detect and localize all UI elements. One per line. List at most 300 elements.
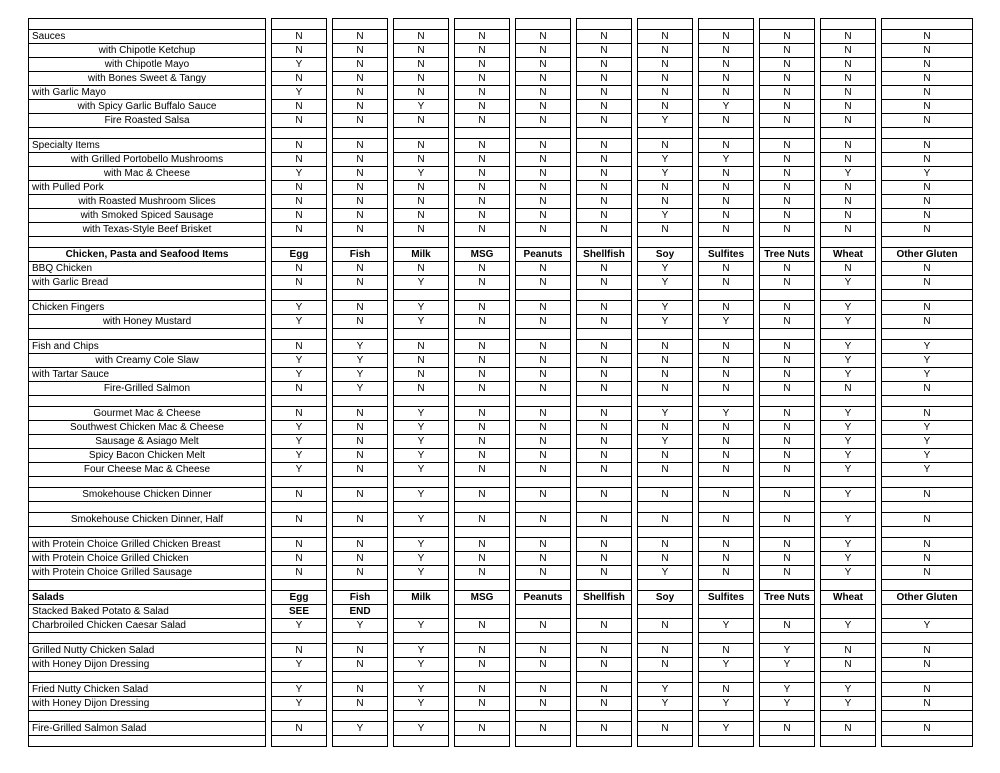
allergen-value-cell: N — [515, 434, 571, 449]
allergen-value-cell: N — [576, 353, 632, 368]
allergen-value-cell: Y — [881, 434, 973, 449]
allergen-value-cell: N — [881, 113, 973, 128]
allergen-value-cell: Y — [393, 275, 449, 290]
allergen-value-cell: N — [698, 420, 754, 435]
allergen-value-cell: N — [454, 138, 510, 153]
allergen-value-cell: N — [332, 434, 388, 449]
allergen-value-cell: Y — [698, 406, 754, 421]
allergen-value-cell: N — [759, 551, 815, 566]
item-label-cell: BBQ Chicken — [28, 261, 266, 276]
table-row — [28, 618, 973, 633]
item-label-cell: Fire-Grilled Salmon Salad — [28, 721, 266, 736]
allergen-value-cell: N — [637, 43, 693, 58]
allergen-value-cell: N — [332, 261, 388, 276]
allergen-value-cell: N — [759, 512, 815, 527]
allergen-value-cell: N — [576, 138, 632, 153]
allergen-value-cell: Y — [393, 565, 449, 580]
allergen-value-cell: N — [393, 29, 449, 44]
section-header-row — [28, 247, 973, 262]
allergen-value-cell: N — [881, 406, 973, 421]
allergen-value-cell: N — [759, 406, 815, 421]
allergen-value-cell: N — [576, 275, 632, 290]
allergen-value-cell: N — [454, 166, 510, 181]
item-label-cell: Fried Nutty Chicken Salad — [28, 682, 266, 697]
allergen-value-cell: N — [271, 537, 327, 552]
allergen-value-cell: N — [637, 194, 693, 209]
allergen-value-cell: N — [698, 353, 754, 368]
allergen-value-cell: Y — [271, 353, 327, 368]
allergen-value-cell: N — [759, 222, 815, 237]
allergen-value-cell: N — [332, 194, 388, 209]
item-label-cell: Grilled Nutty Chicken Salad — [28, 643, 266, 658]
table-row — [28, 222, 973, 237]
allergen-value-cell: N — [454, 381, 510, 396]
allergen-value-cell: N — [576, 462, 632, 477]
allergen-value-cell: N — [637, 462, 693, 477]
table-row — [28, 721, 973, 736]
allergen-value-cell: N — [332, 314, 388, 329]
allergen-value-cell: Y — [698, 152, 754, 167]
allergen-value-cell: N — [393, 353, 449, 368]
allergen-value-cell: N — [515, 406, 571, 421]
allergen-value-cell: N — [820, 657, 876, 672]
allergen-value-cell — [637, 604, 693, 619]
allergen-value-cell: N — [454, 222, 510, 237]
allergen-value-cell: N — [454, 696, 510, 711]
allergen-value-cell: N — [698, 138, 754, 153]
allergen-value-cell: N — [271, 406, 327, 421]
item-label-cell: with Spicy Garlic Buffalo Sauce — [28, 99, 266, 114]
allergen-value-cell: N — [820, 113, 876, 128]
allergen-value-cell: Y — [820, 565, 876, 580]
table-row — [28, 682, 973, 697]
allergen-value-cell: N — [515, 275, 571, 290]
allergen-value-cell: Y — [393, 682, 449, 697]
allergen-value-cell — [820, 604, 876, 619]
allergen-value-cell: N — [820, 57, 876, 72]
allergen-value-cell: N — [454, 261, 510, 276]
allergen-value-cell: N — [576, 71, 632, 86]
allergen-value-cell: N — [576, 657, 632, 672]
column-header-cell: Peanuts — [515, 247, 571, 262]
table-row — [28, 43, 973, 58]
allergen-value-cell: N — [637, 222, 693, 237]
allergen-value-cell: N — [881, 657, 973, 672]
allergen-value-cell: N — [698, 682, 754, 697]
allergen-value-cell: N — [698, 208, 754, 223]
item-label-cell: with Smoked Spiced Sausage — [28, 208, 266, 223]
allergen-value-cell: N — [637, 512, 693, 527]
table-row — [28, 71, 973, 86]
allergen-value-cell: N — [515, 29, 571, 44]
allergen-value-cell: N — [515, 113, 571, 128]
allergen-value-cell: Y — [637, 208, 693, 223]
allergen-value-cell: N — [332, 696, 388, 711]
item-label-cell: Sauces — [28, 29, 266, 44]
allergen-value-cell: N — [698, 180, 754, 195]
allergen-value-cell: N — [881, 314, 973, 329]
allergen-value-cell: Y — [332, 721, 388, 736]
column-header-cell: MSG — [454, 247, 510, 262]
allergen-value-cell: N — [637, 353, 693, 368]
allergen-value-cell: N — [759, 420, 815, 435]
allergen-value-cell: N — [759, 353, 815, 368]
allergen-value-cell: N — [637, 420, 693, 435]
allergen-value-cell: N — [759, 57, 815, 72]
allergen-value-cell: N — [576, 537, 632, 552]
allergen-value-cell: N — [637, 339, 693, 354]
allergen-value-cell: Y — [393, 618, 449, 633]
allergen-value-cell: N — [271, 487, 327, 502]
allergen-value-cell: N — [698, 643, 754, 658]
allergen-value-cell: N — [759, 565, 815, 580]
allergen-value-cell: N — [820, 261, 876, 276]
allergen-value-cell: N — [454, 113, 510, 128]
item-label-cell: Stacked Baked Potato & Salad — [28, 604, 266, 619]
allergen-value-cell: N — [576, 339, 632, 354]
allergen-value-cell: N — [332, 300, 388, 315]
allergen-value-cell: Y — [393, 420, 449, 435]
allergen-value-cell: N — [515, 551, 571, 566]
allergen-value-cell: Y — [820, 618, 876, 633]
allergen-value-cell: N — [271, 138, 327, 153]
table-row — [28, 565, 973, 580]
spacer-row — [28, 735, 973, 747]
allergen-value-cell — [820, 735, 876, 747]
allergen-value-cell — [393, 604, 449, 619]
item-label-cell: with Honey Dijon Dressing — [28, 696, 266, 711]
allergen-value-cell: N — [515, 643, 571, 658]
allergen-value-cell: Y — [271, 682, 327, 697]
allergen-value-cell: N — [515, 696, 571, 711]
allergen-value-cell: N — [393, 57, 449, 72]
section-title: Salads — [28, 590, 266, 605]
table-row — [28, 138, 973, 153]
item-label-cell: Specialty Items — [28, 138, 266, 153]
allergen-value-cell: N — [332, 57, 388, 72]
allergen-value-cell: N — [454, 29, 510, 44]
allergen-value-cell: N — [698, 537, 754, 552]
table-row — [28, 194, 973, 209]
allergen-value-cell: N — [820, 180, 876, 195]
allergen-value-cell: Y — [698, 721, 754, 736]
allergen-value-cell: N — [271, 180, 327, 195]
allergen-value-cell: N — [637, 367, 693, 382]
allergen-value-cell: N — [271, 721, 327, 736]
allergen-value-cell: N — [759, 138, 815, 153]
allergen-value-cell: N — [698, 43, 754, 58]
allergen-value-cell: N — [576, 261, 632, 276]
allergen-value-cell: Y — [637, 300, 693, 315]
allergen-value-cell: Y — [393, 657, 449, 672]
allergen-value-cell: N — [881, 512, 973, 527]
allergen-value-cell: N — [271, 643, 327, 658]
allergen-value-cell: N — [759, 537, 815, 552]
allergen-value-cell: N — [698, 434, 754, 449]
table-row — [28, 113, 973, 128]
allergen-value-cell: Y — [393, 314, 449, 329]
allergen-value-cell: N — [515, 300, 571, 315]
column-header-cell: Wheat — [820, 590, 876, 605]
allergen-value-cell: N — [759, 99, 815, 114]
allergen-value-cell: N — [637, 57, 693, 72]
allergen-value-cell: N — [332, 512, 388, 527]
allergen-value-cell: N — [759, 194, 815, 209]
allergen-value-cell: N — [637, 487, 693, 502]
allergen-value-cell: Y — [332, 381, 388, 396]
allergen-value-cell: N — [332, 29, 388, 44]
column-header-cell: Shellfish — [576, 590, 632, 605]
column-header-cell: Other Gluten — [881, 247, 973, 262]
allergen-value-cell: Y — [637, 314, 693, 329]
allergen-value-cell: N — [393, 180, 449, 195]
allergen-value-cell: N — [881, 537, 973, 552]
allergen-value-cell: N — [515, 314, 571, 329]
allergen-value-cell: N — [881, 551, 973, 566]
allergen-value-cell: Y — [393, 406, 449, 421]
allergen-value-cell — [515, 604, 571, 619]
table-row — [28, 180, 973, 195]
allergen-value-cell — [271, 735, 327, 747]
allergen-value-cell: N — [515, 448, 571, 463]
allergen-value-cell: N — [881, 138, 973, 153]
allergen-value-cell: N — [637, 138, 693, 153]
allergen-value-cell: Y — [820, 420, 876, 435]
allergen-value-cell: Y — [820, 551, 876, 566]
allergen-value-cell: Y — [698, 618, 754, 633]
allergen-value-cell: Y — [332, 618, 388, 633]
allergen-value-cell: N — [454, 643, 510, 658]
allergen-value-cell: N — [576, 487, 632, 502]
allergen-value-cell: N — [881, 643, 973, 658]
allergen-value-cell: N — [881, 57, 973, 72]
allergen-value-cell: Y — [820, 367, 876, 382]
allergen-value-cell — [576, 735, 632, 747]
item-label-cell: with Protein Choice Grilled Chicken Breast — [28, 537, 266, 552]
allergen-value-cell: N — [881, 222, 973, 237]
column-header-cell: Other Gluten — [881, 590, 973, 605]
item-label-cell: with Pulled Pork — [28, 180, 266, 195]
allergen-value-cell: Y — [637, 152, 693, 167]
table-row — [28, 367, 973, 382]
column-header-cell: Soy — [637, 590, 693, 605]
allergen-value-cell: N — [515, 180, 571, 195]
allergen-value-cell: N — [698, 300, 754, 315]
allergen-value-cell: N — [820, 71, 876, 86]
allergen-value-cell: N — [576, 434, 632, 449]
allergen-value-cell: Y — [820, 406, 876, 421]
allergen-value-cell: N — [515, 43, 571, 58]
column-header-cell: Milk — [393, 247, 449, 262]
allergen-value-cell: N — [332, 537, 388, 552]
allergen-value-cell: N — [698, 166, 754, 181]
allergen-value-cell: Y — [759, 643, 815, 658]
table-row — [28, 85, 973, 100]
allergen-value-cell: N — [698, 222, 754, 237]
item-label-cell: Fire-Grilled Salmon — [28, 381, 266, 396]
allergen-value-cell: N — [759, 275, 815, 290]
allergen-value-cell: N — [271, 152, 327, 167]
allergen-value-cell: N — [332, 222, 388, 237]
allergen-value-cell: N — [820, 138, 876, 153]
allergen-value-cell: N — [454, 420, 510, 435]
item-label-cell: with Garlic Mayo — [28, 85, 266, 100]
allergen-value-cell: N — [637, 381, 693, 396]
allergen-value-cell: N — [271, 512, 327, 527]
allergen-value-cell: N — [515, 537, 571, 552]
allergen-value-cell: N — [332, 406, 388, 421]
allergen-value-cell — [881, 735, 973, 747]
allergen-value-cell: N — [759, 300, 815, 315]
allergen-value-cell: N — [515, 721, 571, 736]
allergen-value-cell: N — [271, 29, 327, 44]
column-header-cell: Tree Nuts — [759, 247, 815, 262]
allergen-value-cell: N — [759, 367, 815, 382]
allergen-value-cell: N — [637, 551, 693, 566]
allergen-value-cell: Y — [271, 618, 327, 633]
allergen-value-cell — [759, 735, 815, 747]
allergen-value-cell: Y — [881, 420, 973, 435]
allergen-value-cell: Y — [393, 434, 449, 449]
allergen-value-cell: N — [454, 180, 510, 195]
item-label-cell: Southwest Chicken Mac & Cheese — [28, 420, 266, 435]
allergen-value-cell: N — [820, 43, 876, 58]
allergen-value-cell: N — [454, 208, 510, 223]
allergen-value-cell — [881, 604, 973, 619]
allergen-value-cell: Y — [393, 721, 449, 736]
allergen-value-cell: Y — [759, 682, 815, 697]
allergen-value-cell: N — [576, 43, 632, 58]
allergen-value-cell: N — [576, 180, 632, 195]
allergen-value-cell: N — [515, 166, 571, 181]
allergen-value-cell: N — [454, 537, 510, 552]
allergen-value-cell: N — [332, 643, 388, 658]
allergen-value-cell: Y — [759, 696, 815, 711]
allergen-value-cell: N — [454, 487, 510, 502]
allergen-value-cell: N — [515, 208, 571, 223]
allergen-value-cell: N — [454, 300, 510, 315]
column-header-cell: Wheat — [820, 247, 876, 262]
allergen-value-cell: N — [271, 551, 327, 566]
allergen-value-cell: Y — [759, 657, 815, 672]
allergen-value-cell: N — [576, 367, 632, 382]
column-header-cell: Fish — [332, 590, 388, 605]
allergen-value-cell: N — [820, 721, 876, 736]
table-row — [28, 314, 973, 329]
allergen-table — [28, 18, 973, 747]
table-row — [28, 604, 973, 619]
allergen-value-cell: N — [515, 565, 571, 580]
allergen-value-cell: N — [820, 208, 876, 223]
allergen-value-cell: Y — [698, 696, 754, 711]
allergen-value-cell: N — [881, 152, 973, 167]
allergen-value-cell: N — [332, 420, 388, 435]
allergen-value-cell — [332, 735, 388, 747]
allergen-value-cell: N — [576, 29, 632, 44]
item-label-cell: Four Cheese Mac & Cheese — [28, 462, 266, 477]
allergen-value-cell: N — [881, 565, 973, 580]
table-row — [28, 462, 973, 477]
allergen-value-cell: Y — [393, 551, 449, 566]
allergen-value-cell: N — [881, 721, 973, 736]
allergen-value-cell: N — [332, 152, 388, 167]
allergen-value-cell: Y — [637, 261, 693, 276]
allergen-value-cell: N — [759, 113, 815, 128]
allergen-value-cell: N — [820, 152, 876, 167]
allergen-value-cell: N — [759, 381, 815, 396]
section-header-row — [28, 590, 973, 605]
allergen-value-cell: N — [576, 208, 632, 223]
allergen-value-cell: N — [271, 222, 327, 237]
allergen-value-cell: N — [759, 339, 815, 354]
allergen-value-cell: N — [576, 618, 632, 633]
allergen-value-cell: N — [393, 43, 449, 58]
column-header-cell: Peanuts — [515, 590, 571, 605]
allergen-value-cell: N — [332, 462, 388, 477]
allergen-value-cell: N — [698, 71, 754, 86]
allergen-value-cell: N — [820, 381, 876, 396]
allergen-value-cell: N — [698, 381, 754, 396]
allergen-value-cell: N — [576, 551, 632, 566]
allergen-value-cell: N — [759, 448, 815, 463]
item-label-cell: with Chipotle Ketchup — [28, 43, 266, 58]
allergen-value-cell — [698, 604, 754, 619]
allergen-value-cell: Y — [637, 406, 693, 421]
allergen-value-cell: N — [454, 721, 510, 736]
allergen-value-cell: Y — [637, 275, 693, 290]
item-label-cell: with Creamy Cole Slaw — [28, 353, 266, 368]
allergen-value-cell: Y — [332, 367, 388, 382]
allergen-value-cell — [637, 735, 693, 747]
allergen-value-cell: N — [881, 300, 973, 315]
table-row — [28, 166, 973, 181]
allergen-value-cell: N — [515, 512, 571, 527]
table-row — [28, 487, 973, 502]
allergen-value-cell: N — [454, 314, 510, 329]
item-label-cell: Charbroiled Chicken Caesar Salad — [28, 618, 266, 633]
allergen-value-cell: Y — [271, 696, 327, 711]
allergen-value-cell: N — [698, 551, 754, 566]
column-header-cell: Sulfites — [698, 247, 754, 262]
allergen-value-cell: N — [454, 275, 510, 290]
allergen-value-cell: Y — [820, 487, 876, 502]
allergen-value-cell: N — [881, 682, 973, 697]
allergen-value-cell: Y — [271, 166, 327, 181]
item-label-cell: with Tartar Sauce — [28, 367, 266, 382]
allergen-value-cell: N — [332, 487, 388, 502]
allergen-value-cell: N — [271, 275, 327, 290]
allergen-value-cell: Y — [881, 462, 973, 477]
allergen-value-cell: END — [332, 604, 388, 619]
allergen-value-cell: N — [271, 43, 327, 58]
allergen-value-cell: N — [271, 113, 327, 128]
allergen-value-cell: Y — [637, 682, 693, 697]
allergen-value-cell: N — [393, 208, 449, 223]
allergen-value-cell: N — [698, 85, 754, 100]
allergen-value-cell: N — [576, 222, 632, 237]
allergen-value-cell: Y — [393, 166, 449, 181]
allergen-value-cell: Y — [881, 353, 973, 368]
allergen-value-cell: N — [759, 152, 815, 167]
allergen-value-cell: N — [393, 71, 449, 86]
item-label-cell: Spicy Bacon Chicken Melt — [28, 448, 266, 463]
column-header-cell: Egg — [271, 590, 327, 605]
column-header-cell: MSG — [454, 590, 510, 605]
item-label-cell: with Chipotle Mayo — [28, 57, 266, 72]
allergen-value-cell: N — [576, 448, 632, 463]
allergen-value-cell: Y — [637, 565, 693, 580]
allergen-value-cell: N — [698, 487, 754, 502]
